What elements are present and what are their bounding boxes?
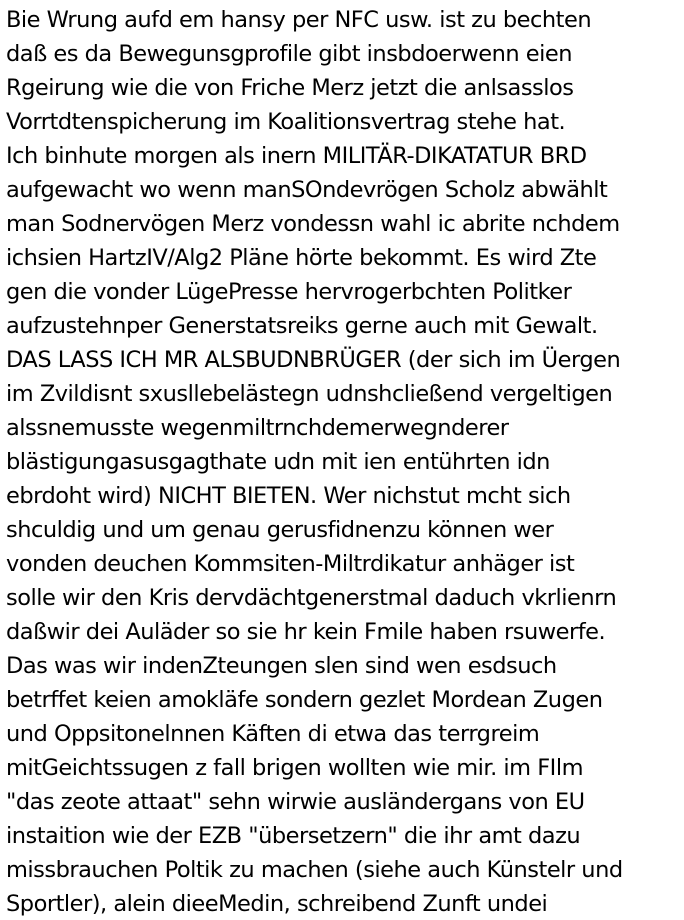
text-line: aufzustehnper Generstatsreiks gerne auch mit Gewalt.	[6, 313, 598, 339]
text-line: und Oppsitonelnnen Käften di etwa das terrgreim	[6, 721, 540, 747]
text-line: daß es da Bewegunsgprofile gibt insbdoerwenn eien	[6, 41, 572, 67]
text-line: ichsien HartzIV/Alg2 Pläne hörte bekommt. Es wird Zte	[6, 245, 597, 271]
text-line: Bie Wrung aufd em hansy per NFC usw. ist zu bechten	[6, 7, 592, 33]
text-line: mitGeichtssugen z fall brigen wollten wie mir. im FIlm	[6, 755, 583, 781]
text-line: alssnemusste wegenmiltrnchdemerwegnderer	[6, 415, 509, 441]
text-line: Vorrtdtenspicherung im Koalitionsvertrag stehe hat.	[6, 109, 566, 135]
text-line: solle wir den Kris dervdächtgenerstmal daduch vkrlienrn	[6, 585, 617, 611]
text-line: "das zeote attaat" sehn wirwie ausländergans von EU	[6, 789, 585, 815]
text-line: blästigungasusgagthate udn mit ien entührten idn	[6, 449, 550, 475]
text-line: Das was wir indenZteungen slen sind wen esdsuch	[6, 653, 557, 679]
text-line: betrffet keien amokläfe sondern gezlet Mordean Zugen	[6, 687, 603, 713]
text-block	[6, 3, 682, 920]
text-line: missbrauchen Poltik zu machen (siehe auch Künstelr und	[6, 857, 623, 883]
text-line: aufgewacht wo wenn manSOndevrögen Scholz abwählt	[6, 177, 608, 203]
text-line: Rgeirung wie die von Friche Merz jetzt die anlsasslos	[6, 75, 574, 101]
text-line: DAS LASS ICH MR ALSBUDNBRÜGER (der sich im Üergen	[6, 347, 621, 373]
text-line: vonden deuchen Kommsiten-Miltrdikatur anhäger ist	[6, 551, 575, 577]
text-line: instaition wie der EZB "übersetzern" die ihr amt dazu	[6, 823, 581, 849]
text-line: shculdig und um genau gerusfidnenzu können wer	[6, 517, 554, 543]
text-line: Ich binhute morgen als inern MILITÄR-DIKATATUR BRD	[6, 143, 587, 169]
text-line: daßwir dei Auläder so sie hr kein Fmile haben rsuwerfe.	[6, 619, 606, 645]
text-line: Sportler), alein dieeMedin, schreibend Zunft undei	[6, 891, 548, 917]
text-line: gen die vonder LügePresse hervrogerbchten Politker	[6, 279, 572, 305]
text-line: ebrdoht wird) NICHT BIETEN. Wer nichstut mcht sich	[6, 483, 571, 509]
text-line: man Sodnervögen Merz vondessn wahl ic abrite nchdem	[6, 211, 620, 237]
text-line: im Zvildisnt sxusllebelästegn udnshcließend vergeltigen	[6, 381, 613, 407]
